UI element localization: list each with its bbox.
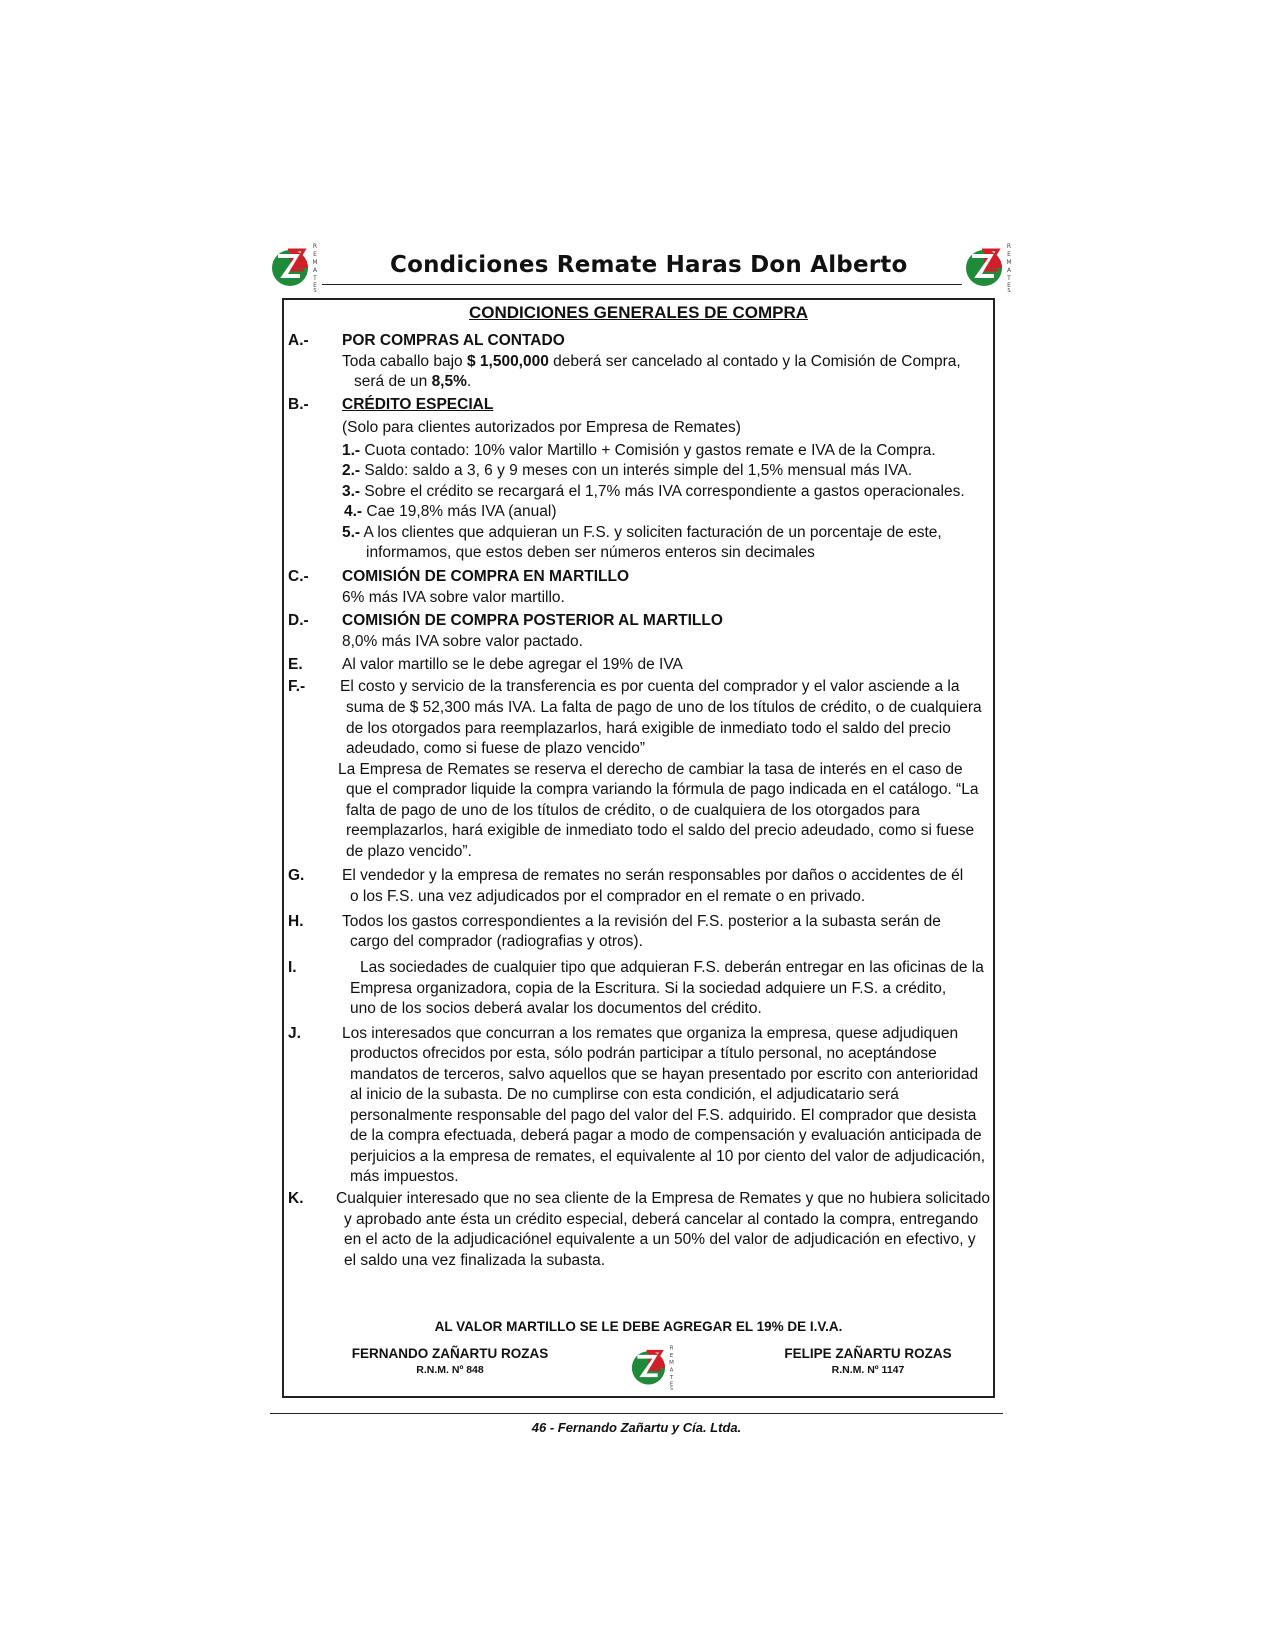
page-title: Condiciones Remate Haras Don Alberto: [390, 252, 908, 278]
section-letter: K.: [288, 1190, 304, 1207]
section-text: de los otorgados para reemplazarlos, hará exigible de inmediato todo el saldo del precio: [346, 720, 951, 737]
list-item: 2.- Saldo: saldo a 3, 6 y 9 meses con un interés simple del 1,5% mensual más IVA.: [342, 462, 913, 479]
section-title: COMISIÓN DE COMPRA EN MARTILLO: [342, 568, 630, 585]
section-text: 6% más IVA sobre valor martillo.: [342, 589, 565, 606]
section-text: personalmente responsable del pago del valor del F.S. adquirido. El comprador que desista: [350, 1107, 977, 1124]
svg-text:M: M: [669, 1360, 674, 1367]
title-rule: [322, 284, 962, 285]
svg-text:E: E: [313, 282, 317, 289]
section-text: Empresa organizadora, copia de la Escritura. Si la sociedad adquiere un F.S. a crédito,: [350, 980, 947, 997]
section-text: Las sociedades de cualquier tipo que adquieran F.S. deberán entregar en las oficinas de la: [360, 959, 984, 976]
signature-left: [340, 1346, 560, 1376]
section-text: más impuestos.: [350, 1168, 459, 1185]
section-text: Cualquier interesado que no sea cliente de la Empresa de Remates y que no hubiera solicitado: [336, 1190, 990, 1207]
section-text: en el acto de la adjudicaciónel equivalente a un 50% del valor de adjudicación en efectivo, y: [344, 1231, 976, 1248]
section-text: cargo del comprador (radiografias y otros).: [350, 933, 643, 950]
section-text: o los F.S. una vez adjudicados por el comprador en el remate o en privado.: [350, 888, 866, 905]
zz-remates-logo: [964, 240, 1016, 292]
svg-text:S: S: [313, 288, 317, 292]
section-text: La Empresa de Remates se reserva el derecho de cambiar la tasa de interés en el caso de: [338, 761, 963, 778]
section-text: falta de pago de uno de los títulos de crédito, o de cualquiera de los otorgados para: [346, 802, 920, 819]
svg-text:S: S: [670, 1387, 674, 1390]
section-text: de plazo vencido”.: [346, 843, 472, 860]
section-text: El vendedor y la empresa de remates no serán responsables por daños o accidentes de él: [342, 867, 964, 884]
page-header: [270, 234, 1020, 294]
svg-text:R: R: [669, 1345, 674, 1352]
signature-right: [758, 1346, 978, 1376]
section-text: mandatos de terceros, salvo aquellos que se hayan presentado por escrito con anterioridad: [350, 1066, 979, 1083]
svg-text:T: T: [313, 275, 317, 282]
svg-text:M: M: [312, 259, 318, 266]
svg-text:T: T: [1007, 275, 1011, 282]
signer-rnm: R.N.M. Nº 848: [416, 1364, 484, 1376]
section-letter: I.: [288, 959, 297, 976]
svg-text:T: T: [669, 1374, 674, 1381]
section-text: Al valor martillo se le debe agregar el 19% de IVA: [342, 656, 683, 673]
page-footer: 46 - Fernando Zañartu y Cía. Ltda.: [531, 1420, 742, 1435]
section-text: Todos los gastos correspondientes a la revisión del F.S. posterior a la subasta serán de: [342, 913, 941, 930]
section-text: Los interesados que concurran a los remates que organiza la empresa, quese adjudiquen: [342, 1025, 959, 1042]
section-letter: E.: [288, 656, 303, 673]
section-text: y aprobado ante ésta un crédito especial, deberá cancelar al contado la compra, entregando: [344, 1211, 979, 1228]
section-text: será de un 8,5%.: [354, 373, 472, 390]
section-title: CRÉDITO ESPECIAL: [342, 396, 494, 413]
section-letter: H.: [288, 913, 304, 930]
list-item: 4.- Cae 19,8% más IVA (anual): [344, 503, 557, 520]
section-letter: G.: [288, 867, 305, 884]
svg-text:A: A: [1006, 267, 1012, 274]
list-item: 1.- Cuota contado: 10% valor Martillo + Comisión y gastos remate e IVA de la Compra.: [342, 442, 936, 459]
svg-text:S: S: [1007, 288, 1011, 292]
svg-text:A: A: [312, 267, 318, 274]
zz-remates-logo: [630, 1342, 678, 1390]
svg-text:E: E: [669, 1381, 674, 1388]
iva-note: AL VALOR MARTILLO SE LE DEBE AGREGAR EL 19% DE I.V.A.: [434, 1319, 843, 1334]
svg-text:R: R: [1006, 243, 1012, 250]
section-text: suma de $ 52,300 más IVA. La falta de pago de uno de los títulos de crédito, o de cualquiera: [346, 699, 982, 716]
section-heading: CONDICIONES GENERALES DE COMPRA: [468, 303, 809, 322]
list-item: 5.- A los clientes que adquieran un F.S. y soliciten facturación de un porcentaje de este,: [342, 524, 942, 541]
section-text: de la compra efectuada, deberá pagar a modo de compensación y evaluación anticipada de: [350, 1127, 982, 1144]
section-text: al inicio de la subasta. De no cumplirse con esta condición, el adjudicatario será: [350, 1086, 899, 1103]
svg-text:R: R: [312, 243, 318, 250]
footer-rule: [270, 1413, 1003, 1414]
section-letter: J.: [288, 1025, 301, 1042]
section-title: POR COMPRAS AL CONTADO: [342, 332, 565, 349]
section-text: el saldo una vez finalizada la subasta.: [344, 1252, 606, 1269]
svg-text:M: M: [1006, 259, 1012, 266]
section-letter: B.-: [288, 396, 309, 413]
section-letter: C.-: [288, 568, 309, 585]
section-text: que el comprador liquide la compra variando la fórmula de pago indicada en el catálogo. “La: [346, 781, 979, 798]
zz-remates-logo: [270, 240, 322, 292]
svg-text:E: E: [669, 1352, 674, 1359]
section-letter: D.-: [288, 612, 309, 629]
section-text: productos ofrecidos por esta, sólo podrán participar a título personal, no aceptándose: [350, 1045, 937, 1062]
section-text: reemplazarlos, hará exigible de inmediato todo el saldo del precio adeudado, como si fuese: [346, 822, 975, 839]
section-letter: A.-: [288, 332, 309, 349]
section-title: COMISIÓN DE COMPRA POSTERIOR AL MARTILLO: [342, 612, 723, 629]
svg-text:E: E: [1007, 282, 1011, 289]
list-item: 3.- Sobre el crédito se recargará el 1,7% más IVA correspondiente a gastos operacionales.: [342, 483, 965, 500]
section-text: El costo y servicio de la transferencia es por cuenta del comprador y el valor asciende a la: [340, 678, 960, 695]
svg-text:A: A: [669, 1367, 674, 1374]
section-text: (Solo para clientes autorizados por Empresa de Remates): [342, 419, 741, 436]
svg-text:E: E: [1007, 251, 1011, 258]
signer-rnm: R.N.M. Nº 1147: [831, 1364, 905, 1376]
section-text: uno de los socios deberá avalar los documentos del crédito.: [350, 1000, 762, 1017]
section-text: perjuicios a la empresa de remates, el equivalente al 10 por ciento del valor de adjudicación,: [350, 1148, 986, 1165]
signer-name: FERNANDO ZAÑARTU ROZAS: [351, 1346, 549, 1361]
svg-text:E: E: [313, 251, 317, 258]
section-text: Toda caballo bajo $ 1,500,000 deberá ser cancelado al contado y la Comisión de Compra,: [342, 353, 961, 370]
signer-name: FELIPE ZAÑARTU ROZAS: [784, 1346, 952, 1361]
section-text: 8,0% más IVA sobre valor pactado.: [342, 633, 583, 650]
section-letter: F.-: [288, 678, 306, 695]
list-item: informamos, que estos deben ser números enteros sin decimales: [366, 544, 815, 561]
section-text: adeudado, como si fuese de plazo vencido”: [346, 740, 646, 757]
